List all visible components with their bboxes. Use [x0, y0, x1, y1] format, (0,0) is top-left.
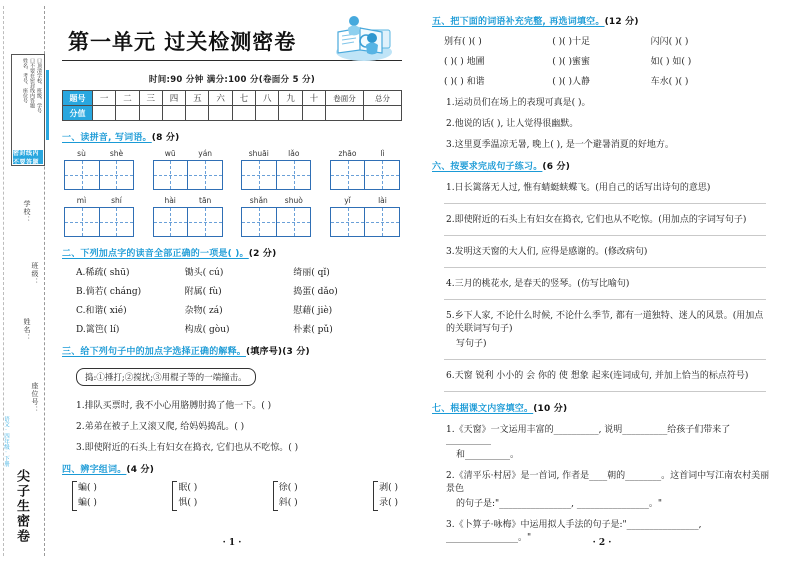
section-5-item[interactable]: 1.运动员们在场上的表现可真是( )。	[446, 98, 591, 108]
pinyin-syllable: zhāo	[338, 149, 357, 158]
choice-cell: D.篱笆( lí)	[76, 325, 120, 335]
score-table-header-row	[63, 91, 402, 106]
field-class: 班级：	[31, 262, 39, 286]
tianzige-grid[interactable]	[330, 207, 400, 237]
score-col-10: 十	[302, 91, 325, 106]
field-seat-number: 座位号：	[31, 382, 39, 414]
score-cell[interactable]	[302, 106, 325, 121]
idiom-blank: 别有( )( )	[444, 37, 482, 47]
idiom-blank: ( )( ) 和谐	[444, 77, 485, 87]
score-row-label-number: 题号	[63, 91, 93, 106]
answer-rule[interactable]	[444, 235, 766, 236]
score-cell[interactable]	[256, 106, 279, 121]
choice-row[interactable]	[76, 284, 402, 297]
pinyin-item	[241, 196, 311, 237]
paper-sheet	[52, 0, 790, 562]
pinyin-syllable: shè	[109, 149, 124, 158]
section-6-item-cont: 写句子)	[456, 339, 487, 349]
score-col-4: 四	[162, 91, 185, 106]
choice-row[interactable]	[76, 322, 402, 335]
choice-cell: 朴素( pǔ)	[293, 325, 333, 335]
score-cell[interactable]	[162, 106, 185, 121]
brace-icon	[172, 481, 177, 511]
page-number-left: · 1 ·	[222, 538, 242, 548]
score-cell[interactable]	[186, 106, 209, 121]
score-cell[interactable]	[364, 106, 402, 121]
brace-icon	[72, 481, 77, 511]
tianzige-grid[interactable]	[241, 207, 311, 237]
section-2-choices	[76, 265, 402, 335]
score-col-2: 二	[116, 91, 139, 106]
pinyin-syllable: yán	[198, 149, 213, 158]
info-box-line-1: 口顶清学校、班级、学号	[36, 58, 42, 113]
pinyin-item	[330, 196, 400, 237]
pinyin-syllable: sù	[77, 149, 86, 158]
brace-icon	[273, 481, 278, 511]
choice-cell: C.和谐( xié)	[76, 306, 127, 316]
pinyin-syllable: shí	[111, 196, 122, 205]
pinyin-item	[64, 196, 134, 237]
pinyin-syllable: shuāi	[248, 149, 269, 158]
section-5-item[interactable]: 2.他说的话( ), 让人觉得很幽默。	[446, 119, 579, 129]
page-column-left	[52, 8, 412, 558]
score-col-1: 一	[93, 91, 116, 106]
score-cell[interactable]	[326, 106, 364, 121]
score-row-label-value: 分值	[63, 106, 93, 121]
choice-cell: 杂物( zá)	[184, 306, 223, 316]
choice-cell: 慰藉( jiè)	[293, 306, 333, 316]
section-7-item[interactable]: 3.《卜算子·咏梅》中运用拟人手法的句子是:"________________, ________________。"	[446, 520, 702, 543]
pinyin-row-1	[64, 149, 400, 190]
info-box-line-3: 姓名、考号、座位号	[22, 58, 28, 103]
exam-meta: 时间:90 分钟 满分:100 分(卷面分 5 分)	[148, 75, 316, 85]
section-5-heading: 五、把下面的词语补充完整, 再选词填空。(12 分)	[432, 17, 639, 27]
pinyin-row-2	[64, 196, 400, 237]
idiom-blank: ( )( )蜜蜜	[552, 57, 591, 67]
character-pair-top: 蝙( )	[78, 483, 97, 493]
choice-cell: B.倘若( cháng)	[76, 287, 142, 297]
tianzige-grid[interactable]	[153, 207, 223, 237]
character-pair-top: 剥( )	[379, 483, 398, 493]
section-6-item[interactable]: 6.天窗 锐利 小小的 会 你的 使 想象 起来(连词成句, 并加上恰当的标点符号)	[446, 371, 749, 381]
answer-rule[interactable]	[444, 391, 766, 392]
section-7-heading: 七、根据课文内容填空。(10 分)	[432, 404, 568, 414]
section-7-item-cont[interactable]: 的句子是:"________________, ________________。"	[456, 499, 663, 509]
score-col-7: 七	[232, 91, 255, 106]
pinyin-item	[153, 196, 223, 237]
section-2-heading: 二、下列加点字的读音全部正确的一项是( )。(2 分)	[62, 249, 277, 259]
tianzige-grid[interactable]	[330, 160, 400, 190]
score-col-9: 九	[279, 91, 302, 106]
tianzige-grid[interactable]	[241, 160, 311, 190]
section-1-heading: 一、读拼音, 写词语。(8 分)	[62, 133, 180, 143]
score-cell[interactable]	[232, 106, 255, 121]
character-pair-top: 徐( )	[278, 483, 298, 493]
sealed-info-box	[11, 54, 45, 166]
answer-rule[interactable]	[444, 359, 766, 360]
binding-margin	[0, 0, 52, 562]
idiom-blank: 如( ) 如( )	[650, 57, 692, 67]
idiom-row[interactable]	[444, 74, 772, 87]
pinyin-syllable: shǎn	[249, 196, 268, 205]
choice-cell: A.稀疏( shū)	[76, 268, 130, 278]
pinyin-syllable: lǎo	[288, 149, 300, 158]
choice-row[interactable]	[76, 265, 402, 278]
pinyin-item	[153, 149, 223, 190]
character-pair-group[interactable]	[72, 481, 97, 511]
section-3-item[interactable]: 3.即使附近的石头上有妇女在捣衣, 它们也从不吃惊。( )	[76, 443, 299, 453]
section-6-item[interactable]: 3.发明这天窗的大人们, 应得是感谢的。(修改病句)	[446, 247, 648, 257]
pinyin-syllable: hài	[164, 196, 176, 205]
character-pair-group[interactable]	[373, 481, 398, 511]
title-block	[62, 12, 402, 68]
choice-row[interactable]	[76, 303, 402, 316]
character-pair-bottom: 惧( )	[178, 498, 198, 508]
character-pairs-row	[72, 481, 398, 511]
section-3-item[interactable]: 2.弟弟在被子上又滚又爬, 给妈妈捣乱。( )	[76, 422, 245, 432]
score-table	[62, 90, 402, 121]
section-6-heading: 六、按要求完成句子练习。(6 分)	[432, 162, 571, 172]
pinyin-syllable: wū	[164, 149, 176, 158]
score-col-5: 五	[186, 91, 209, 106]
idiom-blank: ( )( )人静	[552, 77, 591, 87]
pinyin-item	[64, 149, 134, 190]
pinyin-syllable: yǐ	[344, 196, 351, 205]
section-7-item[interactable]: 2.《清平乐·村居》是一首词, 作者是____朝的________。这首词中写江南农村美丽景色	[446, 471, 770, 494]
pinyin-syllable: shuò	[284, 196, 303, 205]
pinyin-syllable: tān	[199, 196, 212, 205]
section-6-item[interactable]: 5.乡下人家, 不论什么时候, 不论什么季节, 都有一道独特、迷人的风景。(用加点的关联词写句子)	[446, 311, 764, 334]
character-pair-bottom: 录( )	[379, 498, 398, 508]
pinyin-item	[330, 149, 400, 190]
brace-icon	[373, 481, 378, 511]
score-cell[interactable]	[279, 106, 302, 121]
section-6-item[interactable]: 2.即使附近的石头上有妇女在捣衣, 它们也从不吃惊。(用加点的字词写句子)	[446, 215, 747, 225]
score-cell[interactable]	[93, 106, 116, 121]
idiom-row[interactable]	[444, 54, 772, 67]
pinyin-item	[241, 149, 311, 190]
idiom-blank: 闪闪( )( )	[650, 37, 689, 47]
idiom-blank: ( )( ) 地圃	[444, 57, 485, 67]
pinyin-syllable: lài	[378, 196, 387, 205]
idiom-blank: ( )( )十足	[552, 37, 591, 47]
section-6-item[interactable]: 1.日长篱落无人过, 惟有蜻蜓蛱蝶飞。(用自己的话写出诗句的意思)	[446, 183, 711, 193]
answer-rule[interactable]	[444, 203, 766, 204]
character-definition-box: 捣:①捶打;②搅扰;③用棍子等的一端撞击。	[76, 368, 256, 386]
character-pair-top: 眠( )	[178, 483, 198, 493]
column-gutter	[412, 8, 422, 558]
character-pair-group[interactable]	[172, 481, 197, 511]
tianzige-grid[interactable]	[64, 207, 134, 237]
choice-cell: 构成( gòu)	[184, 325, 230, 335]
sealed-line-title: 密封线内不要答题	[13, 150, 43, 164]
page-title: 第一单元 过关检测密卷	[68, 29, 297, 54]
series-brand: 尖子生密卷	[14, 469, 29, 544]
answer-rule[interactable]	[444, 299, 766, 300]
section-7-item[interactable]: 1.《天窗》一文运用丰富的__________, 说明__________给孩子们带来了__________	[446, 425, 731, 445]
choice-cell: 绮丽( qǐ)	[293, 268, 330, 278]
field-school: 学校：	[23, 200, 31, 224]
field-name: 姓名：	[23, 318, 31, 342]
idiom-grid	[444, 34, 772, 87]
idiom-blank: 车水( )( )	[650, 77, 689, 87]
score-table-value-row	[63, 106, 402, 121]
section-7-item-cont[interactable]: 和__________。	[456, 450, 520, 460]
choice-cell: 锄头( cú)	[184, 268, 224, 278]
info-box-line-2: 口不要在密封线内答题	[29, 58, 35, 108]
answer-rule[interactable]	[444, 267, 766, 268]
tianzige-grid[interactable]	[153, 160, 223, 190]
score-col-3: 三	[139, 91, 162, 106]
page-column-right	[422, 8, 782, 558]
section-3-heading: 三、给下列句子中的加点字选择正确的解释。(填序号)(3 分)	[62, 347, 310, 357]
pinyin-syllable: mì	[76, 196, 87, 205]
series-subtitle: 语文·四年级·下册	[3, 415, 9, 466]
score-cell[interactable]	[209, 106, 232, 121]
page-number-right: · 2 ·	[592, 538, 612, 548]
score-col-presentation: 卷面分	[326, 91, 364, 106]
character-pair-bottom: 斜( )	[278, 498, 298, 508]
choice-cell: 捣蛋( dǎo)	[293, 287, 338, 297]
character-pair-group[interactable]	[273, 481, 298, 511]
section-6-item[interactable]: 4.三月的桃花水, 是春天的竖琴。(仿写比喻句)	[446, 279, 630, 289]
pinyin-syllable: lì	[380, 149, 385, 158]
section-3-item[interactable]: 1.排队买票时, 我不小心用胳膊肘捣了他一下。( )	[76, 401, 272, 411]
score-col-6: 六	[209, 91, 232, 106]
book-magnifier-illustration	[330, 12, 396, 64]
section-4-heading: 四、辨字组词。(4 分)	[62, 465, 155, 475]
character-pair-bottom: 蝙( )	[78, 498, 97, 508]
score-col-8: 八	[256, 91, 279, 106]
score-cell[interactable]	[116, 106, 139, 121]
score-cell[interactable]	[139, 106, 162, 121]
seal-accent-bar	[46, 70, 49, 140]
choice-cell: 附属( fù)	[184, 287, 222, 297]
section-5-item[interactable]: 3.这里夏季温凉无暑, 晚上( ), 是一个避暑消夏的好地方。	[446, 140, 674, 150]
tianzige-grid[interactable]	[64, 160, 134, 190]
idiom-row[interactable]	[444, 34, 772, 47]
score-col-total: 总分	[364, 91, 402, 106]
edge-dashed-line	[3, 6, 4, 556]
